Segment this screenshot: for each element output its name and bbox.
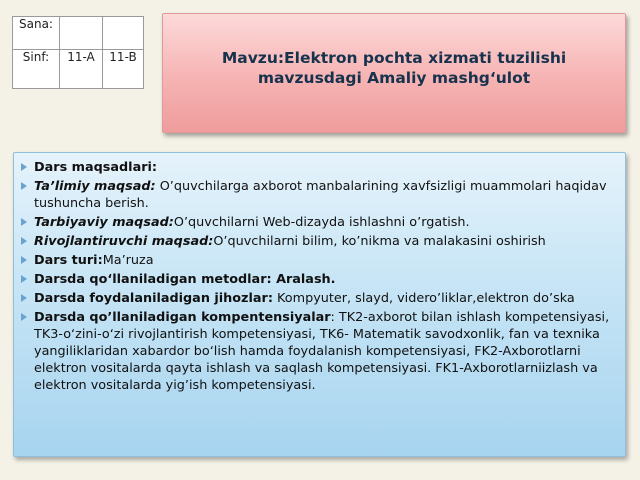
bullet-label: Darsda qo‘llaniladigan metodlar: Aralash. xyxy=(34,272,336,287)
bullet-label: Darsda qo’llaniladigan kompentensiyalar xyxy=(34,310,331,325)
bullet-tarbiyaviy-maqsad xyxy=(20,214,617,231)
bullet-label: Rivojlantiruvchi maqsad: xyxy=(34,234,214,249)
class-a: 11-A xyxy=(60,50,103,89)
bullet-label: Dars maqsadlari: xyxy=(34,160,158,175)
bullet-label: Dars turi: xyxy=(34,253,103,268)
bullet-label: Ta’limiy maqsad: xyxy=(34,179,156,194)
sana-label: Sana: xyxy=(13,17,60,50)
bullet-arrow-icon xyxy=(21,275,27,283)
bullet-rivojlantiruvchi-maqsad xyxy=(20,233,617,250)
bullet-text: O’quvchilarni Web-dizayda ishlashni o’rgatish. xyxy=(173,215,470,230)
sana-value-a xyxy=(60,17,103,50)
content-box xyxy=(13,152,626,457)
bullet-dars-turi xyxy=(20,252,617,269)
bullet-dars-maqsadlari xyxy=(20,159,617,176)
bullet-jihozlar xyxy=(20,290,617,307)
bullet-text: Kompyuter, slayd, videro’liklar,elektron do’ska xyxy=(272,291,575,306)
title-line-2: mavzusdagi Amaliy mashg‘ulot xyxy=(257,69,531,87)
slide-title xyxy=(210,48,578,88)
bullet-talimiy-maqsad xyxy=(20,178,617,212)
title-box xyxy=(162,13,626,133)
bullet-arrow-icon xyxy=(21,313,27,321)
bullet-list xyxy=(20,159,617,394)
bullet-arrow-icon xyxy=(21,294,27,302)
bullet-arrow-icon xyxy=(21,182,27,190)
info-table xyxy=(12,16,144,89)
sinf-label: Sinf: xyxy=(13,50,60,89)
bullet-text: O’quvchilarga axborot manbalarining xavfsizligi muammolari haqidav tushuncha berish. xyxy=(34,179,607,211)
bullet-text: Ma’ruza xyxy=(102,253,154,268)
bullet-arrow-icon xyxy=(21,163,27,171)
bullet-arrow-icon xyxy=(21,256,27,264)
sana-value-b xyxy=(103,17,144,50)
bullet-text: O’quvchilarni bilim, ko’nikma va malakasini oshirish xyxy=(213,234,546,249)
bullet-label: Darsda foydalaniladigan jihozlar: xyxy=(34,291,273,306)
bullet-label: Tarbiyaviy maqsad: xyxy=(34,215,174,230)
title-line-1: Mavzu:Elektron pochta xizmati tuzilishi xyxy=(221,49,567,67)
class-b: 11-B xyxy=(103,50,144,89)
bullet-metodlar xyxy=(20,271,617,288)
bullet-text: : TK2-axborot bilan ishlash kompetensiyasi, TK3-o‘zini-o‘zi rivojlantirish kompetensiyasi, TK6- Matematik savodxonlik, fan va texnika yangiliklaridan xabardor bo‘lish hamda foydalanish kompetensiyasi, FK2-Axborotlarni elektron vositalarda qayta ishlash va saqlash kompetensiyasi. FK1-Axborotlarniizlash va elektron vositalarda yig’ish kompetensiyasi. xyxy=(34,310,610,393)
bullet-kompetensiyalar xyxy=(20,309,617,394)
bullet-arrow-icon xyxy=(21,237,27,245)
bullet-arrow-icon xyxy=(21,218,27,226)
